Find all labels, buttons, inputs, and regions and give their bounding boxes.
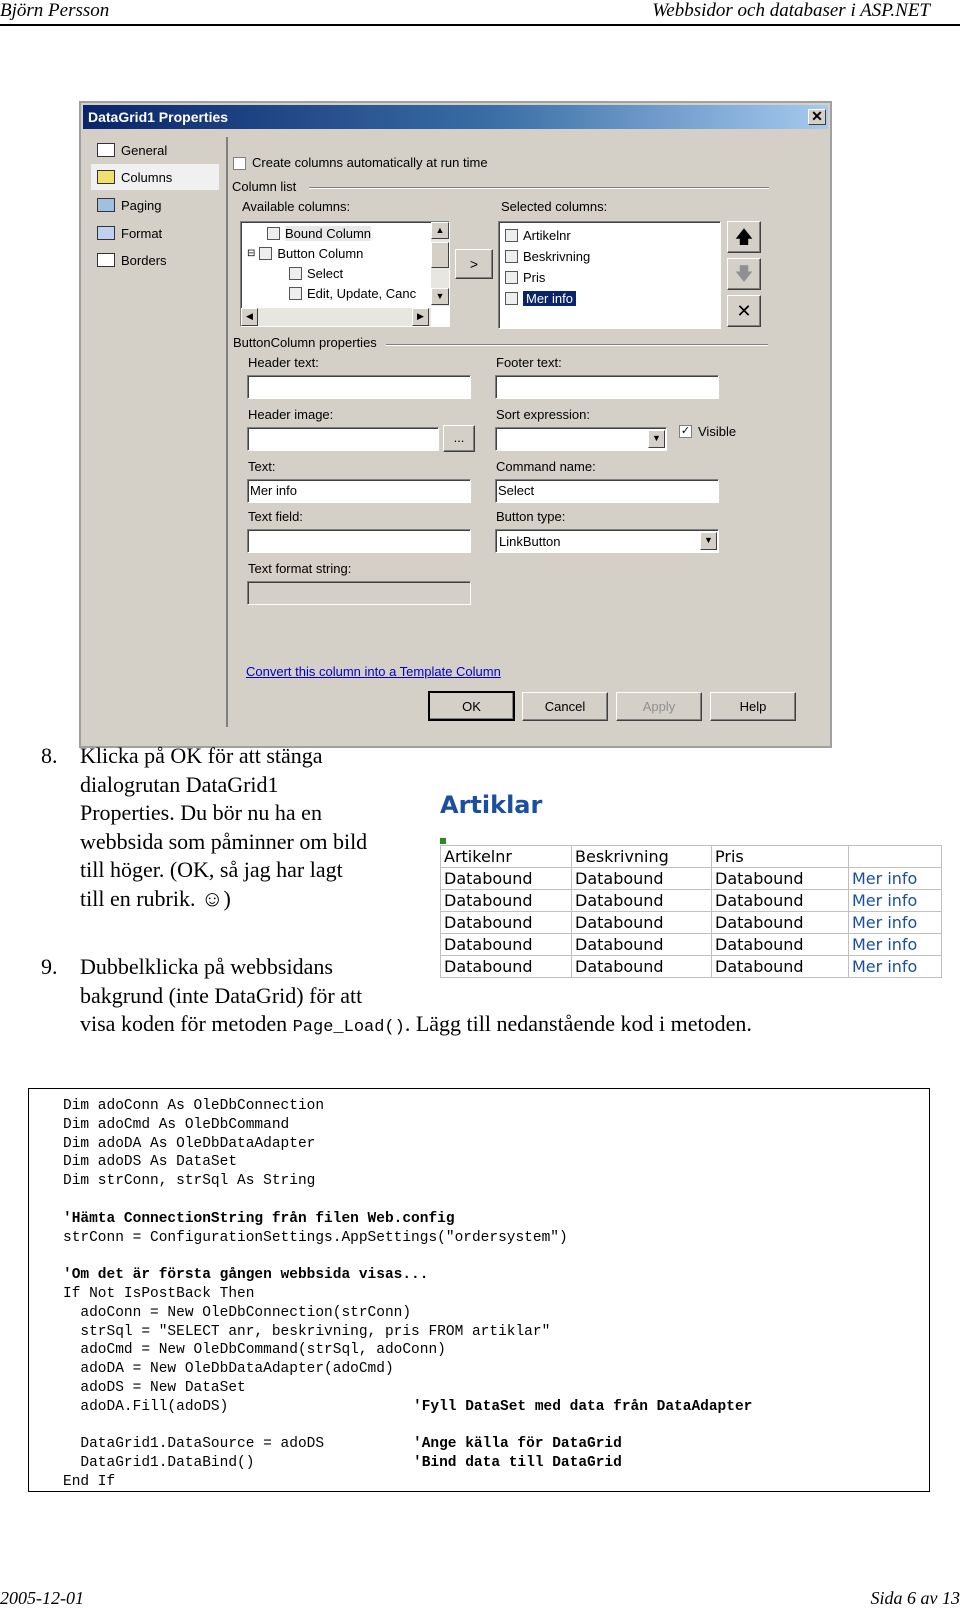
header-rule [0,24,960,26]
table-cell: Databound [712,868,849,890]
footer-text-input[interactable] [495,375,719,399]
sort-expression-label: Sort expression: [496,407,590,422]
paging-icon [97,198,115,212]
item-label: Bound Column [285,225,371,241]
preview-title: Artiklar [440,791,543,819]
code-line: End If [63,1473,116,1490]
tree-item-select[interactable] [289,264,343,282]
nav-label: General [121,142,168,158]
browse-button[interactable]: ... [443,425,475,452]
selected-columns-list[interactable] [498,221,721,329]
code-line: Dim adoConn As OleDbConnection [63,1098,325,1114]
apply-button[interactable]: Apply [616,692,702,721]
column-icon [259,247,272,260]
step-8-line: till höger. (OK, så jag har lagt [80,857,343,882]
command-name-input[interactable]: Select [495,479,719,503]
chevron-down-icon[interactable]: ▼ [700,532,717,550]
column-header: Pris [712,846,849,868]
dialog-title: DataGrid1 Properties [88,109,229,125]
general-icon [97,143,115,157]
scroll-thumb[interactable] [431,242,449,268]
horizontal-scrollbar[interactable] [241,308,431,326]
item-label: Mer info [523,291,576,306]
step-8-line: Klicka på OK för att stänga [80,743,323,768]
table-cell: Databound [441,912,572,934]
table-cell: Databound [712,890,849,912]
tree-item-edit-update[interactable] [289,284,416,302]
table-cell: Databound [441,868,572,890]
visible-checkbox[interactable]: ✓ [680,425,691,437]
header-text-input[interactable] [247,375,471,399]
property-nav [91,137,220,267]
step-9-line: Dubbelklicka på webbsidans [80,954,333,979]
column-list-rule [309,187,769,189]
table-header-row [441,846,942,868]
nav-paging[interactable] [91,192,219,218]
column-header: Beskrivning [572,846,712,868]
footer-date: 2005-12-01 [0,1588,84,1608]
selected-item-beskrivning[interactable] [505,247,590,265]
selected-columns-label: Selected columns: [501,199,608,214]
code-line: adoConn = New OleDbConnection(strConn) [63,1304,412,1321]
item-label: Edit, Update, Canc [307,285,417,301]
code-blank-line [63,1417,568,1436]
auto-columns-checkbox[interactable] [233,157,246,170]
table-cell: Databound [572,890,712,912]
nav-label: Columns [121,169,173,185]
scroll-right-icon[interactable]: ▶ [412,308,429,326]
datagrid-properties-dialog [79,101,832,748]
tree-item-button-column[interactable] [247,244,363,262]
move-up-button[interactable] [727,221,761,253]
mer-info-link[interactable]: Mer info [849,868,942,890]
mer-info-link[interactable]: Mer info [849,934,942,956]
code-blank-line [63,1247,568,1266]
chevron-down-icon[interactable]: ▼ [648,430,665,448]
code-block [63,1097,753,1492]
column-header: Artikelnr [441,846,572,868]
delete-column-button[interactable] [727,295,761,327]
dialog-titlebar [83,105,828,129]
code-statement: DataGrid1.DataSource = adoDS [63,1436,325,1453]
table-cell: Databound [572,934,712,956]
code-line: Dim adoDA As OleDbDataAdapter [63,1135,316,1152]
column-list-label: Column list [232,179,297,194]
column-icon [289,267,302,280]
item-label: Beskrivning [523,248,591,264]
columns-icon [97,170,115,184]
text-label: Text: [248,459,276,474]
table-cell: Databound [712,956,849,978]
template-column-link[interactable]: Convert this column into a Template Column [246,664,501,679]
code-comment: 'Ange källa för DataGrid [413,1436,622,1453]
available-columns-label: Available columns: [242,199,351,214]
table-cell: Databound [572,956,712,978]
code-line: adoCmd = New OleDbCommand(strSql, adoConn) [63,1342,446,1359]
button-type-select[interactable] [495,529,719,553]
table-cell: Databound [572,912,712,934]
mer-info-link[interactable]: Mer info [849,956,942,978]
close-button[interactable]: ✕ [808,109,826,125]
selected-item-artikelnr[interactable] [505,226,571,244]
text-format-input[interactable] [247,581,471,605]
scroll-down-icon[interactable]: ▼ [431,288,449,305]
item-label: Artikelnr [523,227,571,243]
column-icon [505,250,518,263]
code-comment: 'Om det är första gången webbsida visas... [63,1267,429,1284]
code-statement: adoDA.Fill(adoDS) [63,1398,229,1415]
table-cell: Databound [441,956,572,978]
footer-text-label: Footer text: [496,355,562,370]
step-9-number: 9. [41,954,58,979]
code-line: Dim adoCmd As OleDbCommand [63,1116,290,1133]
buttoncolumn-rule [386,344,768,346]
ok-button[interactable]: OK [428,691,515,721]
code-line: strConn = ConfigurationSettings.AppSettings("ordersystem") [63,1229,568,1246]
code-line: strSql = "SELECT anr, beskrivning, pris FROM artiklar" [63,1323,551,1340]
header-image-label: Header image: [248,407,334,422]
help-button[interactable]: Help [710,692,796,721]
text-field-label: Text field: [248,509,303,524]
code-line: adoDS = New DataSet [63,1379,246,1396]
grid-marker-icon [440,838,446,844]
move-down-button[interactable] [727,258,761,290]
nav-label: Paging [121,197,162,213]
code-line: If Not IsPostBack Then [63,1285,255,1302]
step-9-text-pre: visa koden för metoden [80,1011,293,1036]
step-8-line: dialogrutan DataGrid1 [80,771,279,797]
page-load-code: Page_Load() [292,1018,405,1037]
header-text-label: Header text: [248,355,319,370]
table-row [441,890,942,912]
step-9-text-post: . Lägg till nedanstående kod i metoden. [404,1011,752,1036]
delete-icon: ✕ [736,301,752,321]
nav-divider [226,137,228,727]
scroll-up-icon[interactable]: ▲ [431,222,449,239]
table-row [441,912,942,934]
item-label: Button Column [277,245,364,261]
header-author: Björn Persson [0,0,110,21]
text-field-input[interactable] [247,529,471,553]
available-columns-tree[interactable] [240,221,450,327]
visible-label: Visible [698,424,737,439]
code-comment: 'Fyll DataSet med data från DataAdapter [413,1398,753,1415]
header-image-input[interactable] [247,427,439,451]
code-line-with-comment [63,1435,622,1454]
table-row [441,934,942,956]
step-8-text [80,742,430,913]
column-icon [267,227,280,240]
mer-info-link[interactable]: Mer info [849,912,942,934]
buttoncolumn-properties-label: ButtonColumn properties [233,335,377,350]
selected-item-mer-info[interactable] [505,289,576,307]
add-column-button[interactable]: > [455,249,493,279]
nav-label: Borders [121,252,167,268]
table-cell: Databound [712,912,849,934]
button-type-value: LinkButton [499,534,561,549]
scroll-left-icon[interactable]: ◀ [241,308,258,326]
step-9-line [80,1010,930,1043]
code-line: Dim strConn, strSql As String [63,1173,316,1190]
code-line: Dim adoDS As DataSet [63,1154,238,1171]
sort-expression-select[interactable] [495,427,667,451]
button-type-label: Button type: [496,509,566,524]
code-line-with-comment [63,1398,753,1417]
column-header [849,846,942,868]
nav-columns[interactable] [91,164,219,190]
code-listing [28,1088,930,1492]
table-cell: Databound [441,890,572,912]
code-statement: DataGrid1.DataBind() [63,1455,255,1472]
text-format-label: Text format string: [248,561,352,576]
step-8-line: webbsida som påminner om bild [80,828,368,854]
code-line-with-comment [63,1454,622,1473]
step-8-line: till en rubrik. ☺) [80,885,231,911]
column-icon [505,292,518,305]
item-label: Select [307,265,344,281]
header-title: Webbsidor och databaser i ASP.NET [652,0,930,21]
table-row [441,956,942,978]
nav-general[interactable] [91,137,219,163]
collapse-icon: ⊟ [247,247,256,259]
cancel-button[interactable]: Cancel [522,692,608,721]
preview-datagrid [440,845,942,978]
text-input[interactable]: Mer info [247,479,471,503]
nav-label: Format [121,225,163,241]
footer-page-number: Sida 6 av 13 [870,1588,960,1608]
format-icon [97,226,115,240]
step-8-line: Properties. Du bör nu ha en [80,800,322,825]
table-cell: Databound [441,934,572,956]
code-blank-line [63,1191,568,1210]
code-line: adoDA = New OleDbDataAdapter(adoCmd) [63,1361,394,1378]
column-icon [289,287,302,300]
nav-format[interactable] [91,220,219,246]
column-icon [505,229,518,242]
mer-info-link[interactable]: Mer info [849,890,942,912]
code-comment: 'Bind data till DataGrid [413,1455,622,1472]
table-row [441,868,942,890]
borders-icon [97,253,115,267]
table-cell: Databound [572,868,712,890]
code-comment: 'Hämta ConnectionString från filen Web.config [63,1210,455,1227]
tree-item-bound-column[interactable] [267,224,371,242]
vertical-scrollbar[interactable] [431,222,449,306]
command-name-label: Command name: [496,459,596,474]
arrow-up-icon: 🡅 [734,227,754,247]
selected-item-pris[interactable] [505,268,545,286]
table-cell: Databound [712,934,849,956]
auto-columns-label: Create columns automatically at run time [252,155,488,170]
step-9-line: bakgrund (inte DataGrid) för att [80,982,363,1008]
nav-borders[interactable] [91,247,219,273]
item-label: Pris [523,269,546,285]
step-8-number: 8. [41,743,58,768]
arrow-down-icon: 🡇 [734,264,754,284]
column-icon [505,271,518,284]
